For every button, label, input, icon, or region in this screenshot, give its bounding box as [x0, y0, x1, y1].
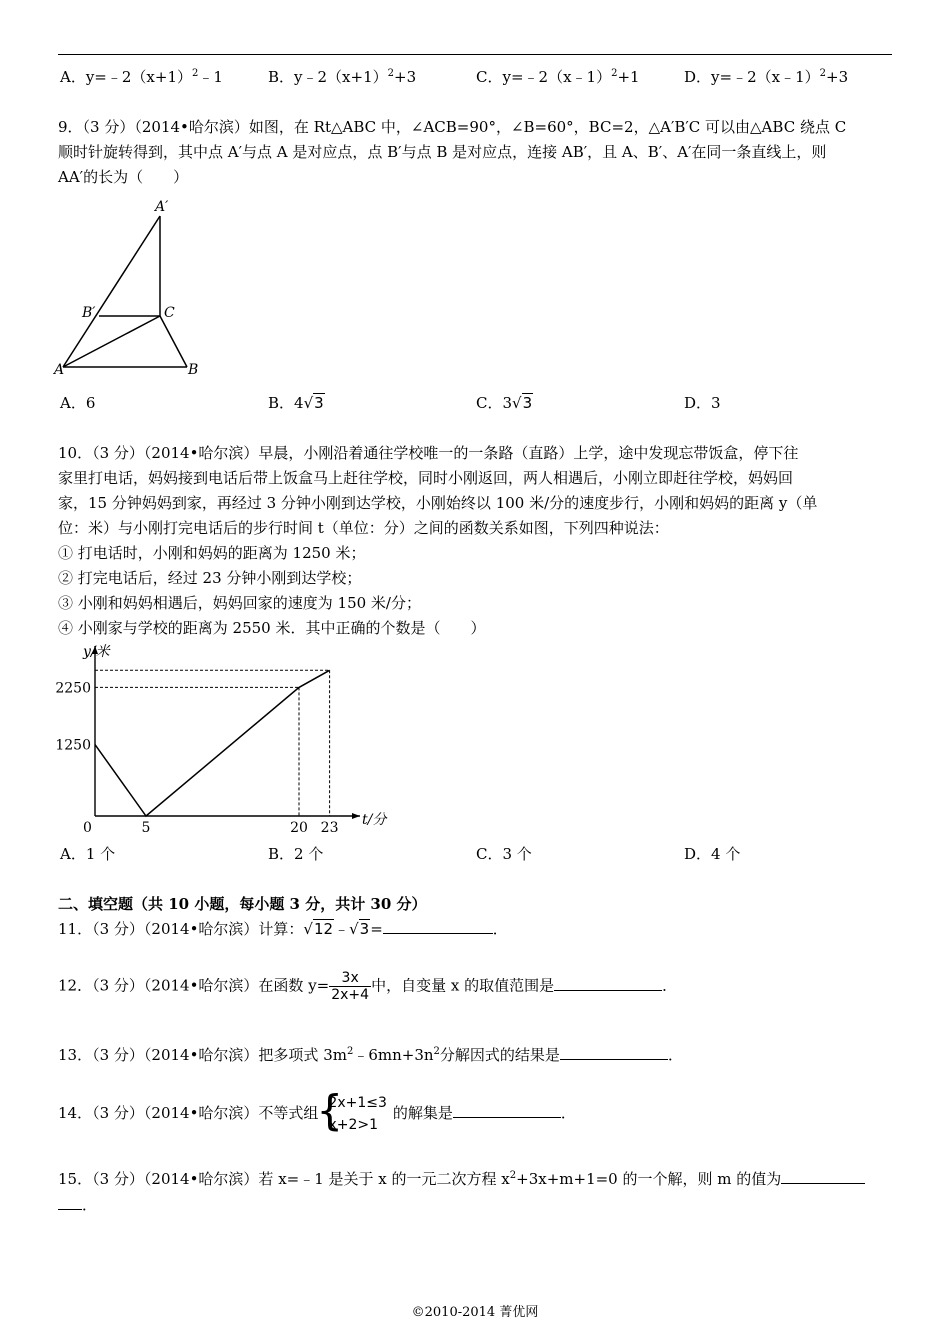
q14-inequality-2: x+2>1: [328, 1117, 378, 1133]
q12-denominator: 2x+4: [331, 987, 370, 1003]
q8-option-b-sup: 2: [387, 68, 394, 79]
q8-option-a-tail: ﹣1: [198, 68, 223, 86]
x-axis-label: t/分: [362, 812, 387, 828]
q15-answer-blank[interactable]: [781, 1169, 865, 1184]
q14-inequality-1: { 2x+1≤3: [328, 1095, 387, 1111]
q14-end: ．: [560, 1104, 576, 1122]
q11-prefix: 11．（3 分）（2014•哈尔滨）计算：: [58, 920, 304, 938]
q13-prefix: 13．（3 分）（2014•哈尔滨）把多项式 3m: [58, 1046, 347, 1064]
x-axis-arrow: [352, 813, 360, 819]
q9-option-c-prefix: C．3: [476, 394, 513, 412]
label-a: A: [54, 362, 65, 378]
q9-triangle-figure: [52, 196, 212, 386]
label-b: B: [188, 362, 199, 378]
label-a-prime: A′: [155, 199, 169, 215]
q8-option-a[interactable]: [60, 66, 223, 87]
q8-option-b-text: B．y﹣2（x+1）: [268, 68, 388, 86]
q12-end: ．: [662, 976, 678, 995]
q15-answer-blank-continued[interactable]: [58, 1195, 82, 1210]
q12-prefix: 12．（3 分）（2014•哈尔滨）在函数 y=: [58, 976, 330, 995]
q13: [58, 1044, 683, 1065]
q10-line-1: 10．（3 分）（2014•哈尔滨）早晨，小刚沿着通往学校唯一的一条路（直路）上学，途中发现忘带饭盒，停下往: [58, 444, 799, 462]
q10-option-b[interactable]: B．2 个: [268, 845, 324, 863]
x-tick-label: 0: [83, 820, 92, 836]
q9-line-2: 顺时针旋转得到，其中点 A′与点 A 是对应点，点 B′与点 B 是对应点，连接 AB′，且 A、B′、A′在同一条直线上，则: [58, 143, 827, 161]
y-tick-label: 1250: [55, 737, 91, 754]
q11-end: ．: [492, 920, 508, 938]
q12-fraction: [329, 970, 371, 1003]
q13-answer-blank[interactable]: [560, 1045, 668, 1060]
label-b-prime: B′: [82, 305, 96, 321]
q9-option-b-prefix: B．4: [268, 394, 304, 412]
q11-minus: ﹣: [334, 920, 350, 938]
q8-option-c-text: C．y=﹣2（x﹣1）: [476, 68, 612, 86]
series-line-distance: [95, 670, 330, 816]
x-tick-label: 23: [320, 820, 339, 836]
q9-option-b[interactable]: [268, 392, 325, 413]
x-tick-label: 5: [141, 820, 151, 836]
q9-option-a[interactable]: A．6: [60, 394, 96, 412]
footer-copyright: ©2010-2014 菁优网: [411, 1305, 539, 1320]
q8-option-d-sup: 2: [819, 68, 826, 79]
q10-statement-4: ④ 小刚家与学校的距离为 2550 米．其中正确的个数是（ ）: [58, 619, 486, 637]
sqrt-symbol: √3: [349, 920, 370, 938]
q14: [58, 1092, 576, 1136]
line-a-aprime: [63, 216, 160, 367]
q9-option-c-radicand: 3: [522, 394, 533, 412]
q12-mid: 中，自变量 x 的取值范围是: [371, 976, 555, 995]
q15-sup: 2: [509, 1170, 517, 1181]
q10-distance-chart: [50, 642, 387, 837]
q15: [58, 1168, 865, 1189]
q13-end: ．: [667, 1046, 683, 1064]
q13-mid-1: ﹣6mn+3n: [353, 1046, 434, 1064]
q10-option-a[interactable]: A．1 个: [60, 845, 116, 863]
q8-option-c-sup: 2: [611, 68, 618, 79]
q15-end: ．: [82, 1196, 98, 1214]
y-tick-label: 2250: [55, 680, 91, 697]
q13-sup-2: 2: [433, 1046, 440, 1057]
q10-statement-2: ② 打完电话后，经过 23 分钟小刚到达学校；: [58, 569, 362, 587]
x-tick-label: 20: [290, 820, 308, 836]
q10-line-2: 家里打电话，妈妈接到电话后带上饭盒马上赶往学校，同时小刚返回，两人相遇后，小刚立即赶往学校，妈妈回: [58, 469, 794, 487]
y-axis-label: y/米: [83, 644, 110, 660]
q11-radicand-2: 3: [359, 920, 370, 938]
q10-statement-3: ③ 小刚和妈妈相遇后，妈妈回家的速度为 150 米/分；: [58, 594, 421, 612]
q8-option-c-tail: +1: [617, 68, 640, 86]
q13-sup-1: 2: [346, 1046, 354, 1057]
q12-numerator: 3x: [329, 970, 371, 987]
top-rule: [58, 54, 892, 55]
q9-option-c[interactable]: [476, 392, 533, 413]
q8-option-d[interactable]: [684, 66, 848, 87]
q10-line-4: 位：米）与小刚打完电话后的步行时间 t（单位：分）之间的函数关系如图，下列四种说法：: [58, 519, 669, 537]
sqrt-symbol: √3: [512, 394, 533, 412]
label-c: C: [164, 305, 175, 321]
q9-option-b-radicand: 3: [314, 394, 324, 412]
q10-line-3: 家，15 分钟妈妈到家，再经过 3 分钟小刚到达学校，小刚始终以 100 米/分的速度步行，小刚和妈妈的距离 y（单: [58, 494, 818, 512]
q9-line-3: AA′的长为（ ）: [58, 168, 189, 186]
sqrt-symbol: √3: [303, 394, 324, 412]
q10-statement-1: ① 打电话时，小刚和妈妈的距离为 1250 米；: [58, 544, 366, 562]
q10-option-d[interactable]: D．4 个: [684, 845, 741, 863]
q9-option-d[interactable]: D．3: [684, 394, 721, 412]
q8-option-c[interactable]: [476, 66, 640, 87]
q8-option-d-tail: +3: [826, 68, 849, 86]
q15-prefix: 15．（3 分）（2014•哈尔滨）若 x=﹣1 是关于 x 的一元二次方程 x: [58, 1170, 510, 1188]
q14-inequality-system: [318, 1092, 386, 1136]
section-2-title: 二、填空题（共 10 小题，每小题 3 分，共计 30 分）: [58, 895, 427, 913]
q8-option-b[interactable]: [268, 66, 416, 87]
q12: [58, 970, 677, 1003]
line-a-c: [63, 316, 160, 367]
q8-option-d-text: D．y=﹣2（x﹣1）: [684, 68, 820, 86]
q8-option-b-tail: +3: [394, 68, 417, 86]
q14-prefix: 14．（3 分）（2014•哈尔滨）不等式组: [58, 1104, 319, 1122]
q15-mid: +3x+m+1=0 的一个解，则 m 的值为: [516, 1170, 782, 1188]
q14-mid: 的解集是: [392, 1104, 453, 1122]
q13-mid-2: 分解因式的结果是: [439, 1046, 560, 1064]
q11-radicand-1: 12: [313, 920, 334, 938]
q14-answer-blank[interactable]: [453, 1103, 561, 1118]
q9-line-1: 9．（3 分）（2014•哈尔滨）如图，在 Rt△ABC 中，∠ACB=90°，∠B=60°，BC=2，△A′B′C 可以由△ABC 绕点 C: [58, 118, 847, 136]
q12-answer-blank[interactable]: [554, 976, 662, 991]
q10-option-c[interactable]: C．3 个: [476, 845, 532, 863]
q15-continued: [58, 1194, 97, 1215]
q8-option-a-sup: 2: [192, 68, 199, 79]
line-c-b: [160, 316, 187, 367]
q11-answer-blank[interactable]: [383, 919, 493, 934]
sqrt-symbol: √12: [303, 920, 334, 938]
q11: [58, 918, 508, 939]
q11-equals: =: [370, 920, 383, 938]
q8-option-a-text: A．y=﹣2（x+1）: [60, 68, 192, 86]
